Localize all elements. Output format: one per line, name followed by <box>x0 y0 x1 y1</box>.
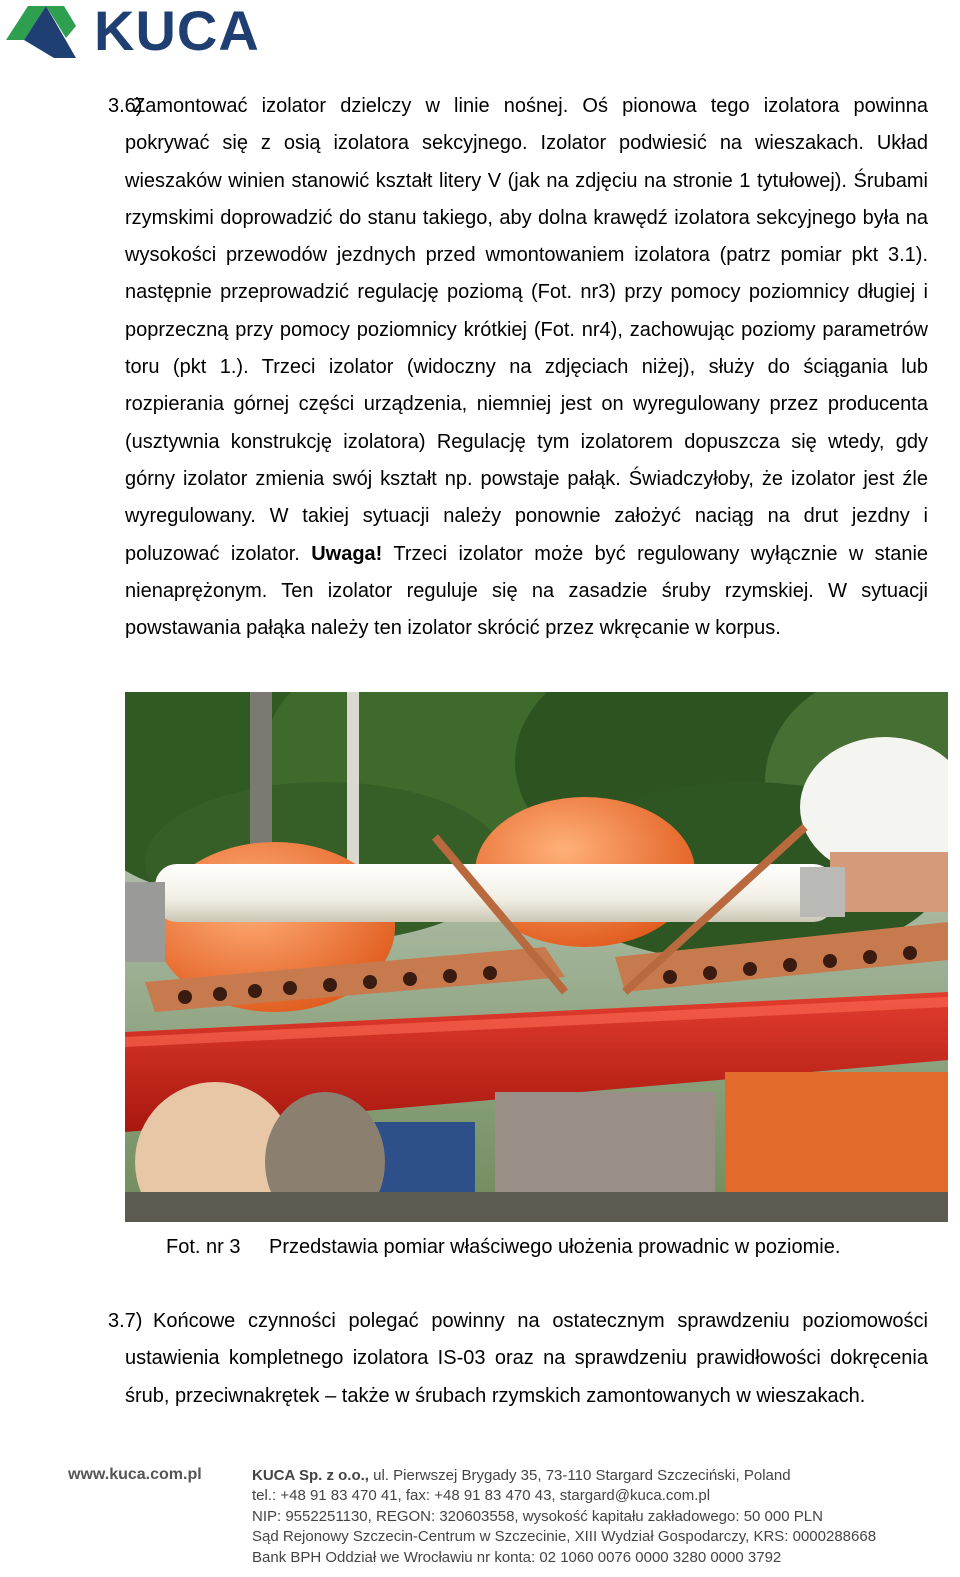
section-number: 3.7) <box>108 1310 143 1332</box>
section-3-7 <box>108 1303 928 1415</box>
footer-registry: NIP: 9552251130, REGON: 320603558, wysokość kapitału zakładowego: 50 000 PLN <box>252 1507 823 1525</box>
photo-level-measurement <box>125 692 948 1222</box>
photo-caption <box>166 1236 840 1259</box>
section-text: Końcowe czynności polegać powinny na ostatecznym sprawdzeniu poziomowości ustawienia kompletnego izolatora IS-03 oraz na sprawdzeniu prawidłowości dokręcenia śrub, przeciwnakrętek – także w śrubach rzymskich zamontowanych w wieszakach. <box>125 1310 928 1407</box>
page-footer <box>0 1462 960 1577</box>
footer-bank: Bank BPH Oddział we Wrocławiu nr konta: 02 1060 0076 0000 3280 0000 3792 <box>252 1548 782 1566</box>
footer-court: Sąd Rejonowy Szczecin-Centrum w Szczecinie, XIII Wydział Gospodarczy, KRS: 0000288668 <box>252 1528 877 1546</box>
caption-label: Fot. nr 3 <box>166 1236 241 1258</box>
footer-company: KUCA Sp. z o.o., <box>252 1467 369 1484</box>
logo-wordmark: KUCA <box>94 0 260 62</box>
section-3-6 <box>108 88 929 647</box>
kuca-logo-mark-icon <box>6 2 92 60</box>
warning-label: Uwaga! <box>311 542 383 565</box>
section-number: 3.6) <box>108 95 143 117</box>
footer-url[interactable]: www.kuca.com.pl <box>68 1466 202 1483</box>
footer-address: ul. Pierwszej Brygady 35, 73-110 Stargard Szczeciński, Poland <box>373 1467 791 1484</box>
footer-contact: tel.: +48 91 83 470 41, fax: +48 91 83 470 43, stargard@kuca.com.pl <box>252 1487 711 1505</box>
company-logo <box>6 0 260 62</box>
section-text: Zamontować izolator dzielczy w linie nośnej. Oś pionowa tego izolatora powinna pokrywać się z osią izolatora sekcyjnego. Izolator podwiesić na wieszakach. Układ wieszaków winien stanowić kształt litery V (jak na zdjęciu na stronie 1 tytułowej). Śrubami rzymskimi doprowadzić do stanu takiego, aby dolna krawędź izolatora sekcyjnego była na wysokości przewodów jezdnych przed wmontowaniem izolatora (patrz pomiar pkt 3.1). następnie przeprowadzić regulację poziomą (Fot. nr3) przy pomocy poziomnicy długiej i poprzeczną przy pomocy poziomnicy krótkiej (Fot. nr4), zachowując poziomy parametrów toru (pkt 1.). Trzeci izolator (widoczny na zdjęciach niżej), służy do ściągania lub rozpierania górnej części urządzenia, niemniej jest on wyregulowany przez producenta (usztywnia konstrukcję izolatora) Regulację tym izolatorem dopuszcza się wtedy, gdy górny izolator zmienia swój kształt np. powstaje pałąk. Świadczyłoby, że izolator jest źle wyregulowany. W takiej sytuacji należy ponownie założyć naciąg na drut jezdny i poluzować izolator. <box>125 95 928 565</box>
caption-text: Przedstawia pomiar właściwego ułożenia prowadnic w poziomie. <box>269 1236 841 1258</box>
section-text-continued: Trzeci izolator może być regulowany wyłącznie w stanie nienaprężonym. Ten izolator reguluje się na zasadzie śruby rzymskiej. W sytuacji powstawania pałąka należy ten izolator skrócić przez wkręcanie w korpus. <box>125 542 929 640</box>
footer-address-line <box>252 1466 876 1486</box>
